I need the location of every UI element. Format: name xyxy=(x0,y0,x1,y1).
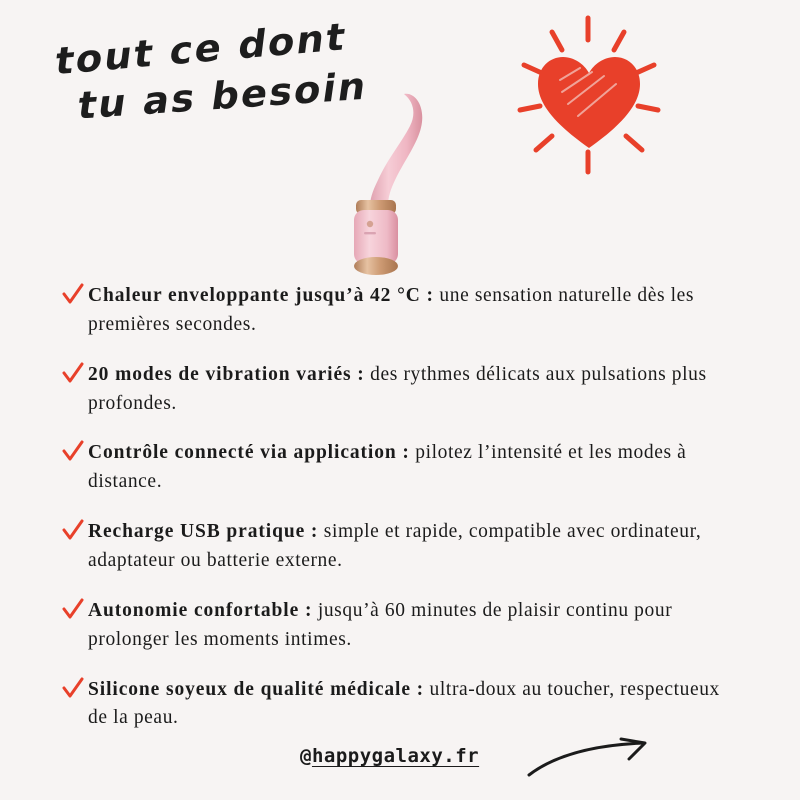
check-icon xyxy=(62,440,88,462)
list-item xyxy=(62,518,722,576)
check-icon xyxy=(62,677,88,699)
feature-text xyxy=(88,676,722,734)
feature-text xyxy=(88,282,722,340)
check-icon xyxy=(62,283,88,305)
feature-text xyxy=(88,361,722,419)
feature-rest: des rythmes délicats aux pulsations plus profondes. xyxy=(88,363,707,414)
feature-text xyxy=(88,518,722,576)
feature-lead: Autonomie confortable : xyxy=(88,599,313,621)
feature-rest: jusqu’à 60 minutes de plaisir continu pour prolonger les moments intimes. xyxy=(88,599,673,650)
footer xyxy=(0,745,800,800)
feature-lead: Silicone soyeux de qualité médicale : xyxy=(88,678,425,700)
feature-rest: une sensation naturelle dès les premières secondes. xyxy=(88,285,695,335)
handle-prefix: @ xyxy=(300,745,312,767)
feature-list xyxy=(62,282,722,754)
check-icon xyxy=(62,362,88,384)
heart-icon xyxy=(500,10,680,185)
list-item xyxy=(62,439,722,497)
headline-line-1: tout ce dont xyxy=(52,14,350,84)
vibrator-product-image xyxy=(330,88,440,273)
feature-lead: Chaleur enveloppante jusqu’à 42 °C : xyxy=(88,285,434,306)
list-item xyxy=(62,676,722,734)
feature-rest: simple et rapide, compatible avec ordinateur, adaptateur ou batterie externe. xyxy=(88,521,702,572)
feature-rest: ultra-doux au toucher, respectueux de la peau. xyxy=(88,678,720,729)
feature-lead: Contrôle connecté via application : xyxy=(88,442,410,464)
handle-name: happygalaxy.fr xyxy=(311,745,480,767)
social-handle[interactable] xyxy=(300,745,479,767)
list-item xyxy=(62,282,722,340)
feature-text xyxy=(88,597,722,655)
feature-rest: pilotez l’intensité et les modes à distance. xyxy=(88,442,687,493)
feature-text xyxy=(88,439,722,497)
check-icon xyxy=(62,519,88,541)
feature-lead: 20 modes de vibration variés : xyxy=(88,363,365,385)
check-icon xyxy=(62,598,88,620)
list-item xyxy=(62,361,722,419)
curved-arrow-icon xyxy=(525,737,665,787)
headline-line-2: tu as besoin xyxy=(75,63,371,128)
feature-lead: Recharge USB pratique : xyxy=(88,521,319,543)
list-item xyxy=(62,597,722,655)
